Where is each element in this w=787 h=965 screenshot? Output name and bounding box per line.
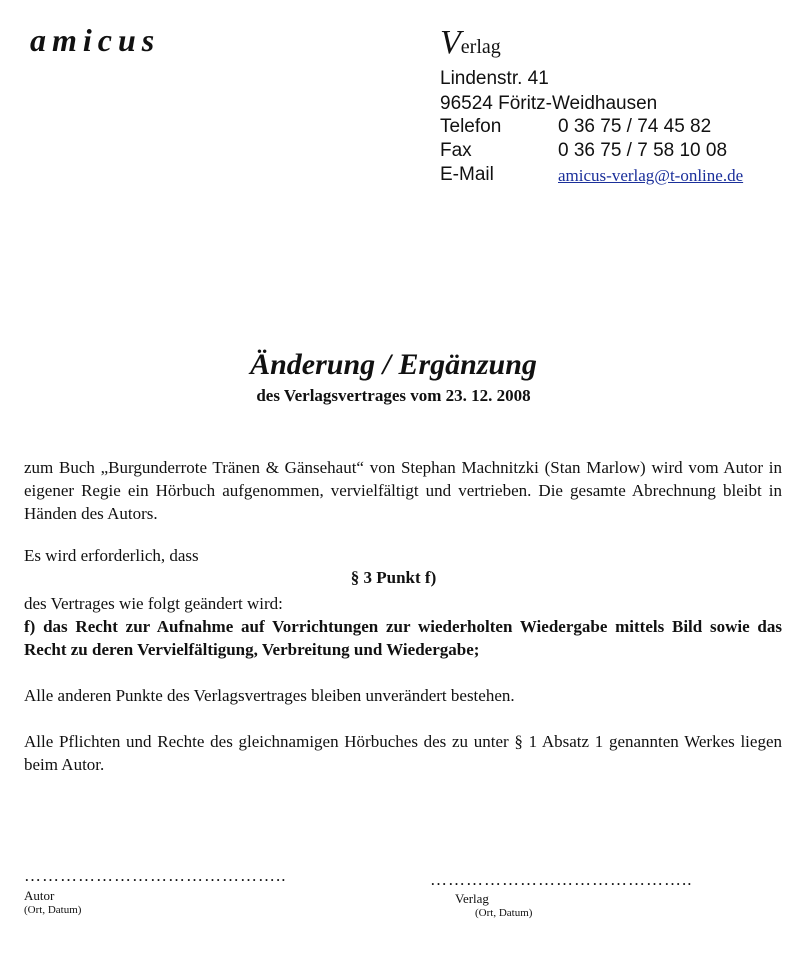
contact-email-label: E-Mail: [440, 164, 494, 185]
signature-label-author: Autor: [24, 888, 55, 903]
verlag-rest: erlag: [460, 36, 501, 58]
signature-label-publisher: Verlag: [455, 891, 489, 906]
email-link[interactable]: amicus-verlag@t-online.de: [558, 166, 744, 185]
paragraph-intro: zum Buch „Burgunderrote Tränen & Gänsehaut“ von Stephan Machnitzki (Stan Marlow) wird vom Autor in eigener Regie ein Hörbuch aufgenommen, vervielfältigt und vertrieben. Die gesamte Abrechnung bleibt in Händen des Autors.: [24, 458, 782, 523]
contact-email: [440, 164, 780, 186]
clause-f: f) das Recht zur Aufnahme auf Vorrichtungen zur wiederholten Wiedergabe mittels Bild sowie das Recht zu deren Vervielfältigung, Verbreitung und Wiedergabe;: [24, 617, 782, 659]
contact-fax-value: 0 36 75 / 7 58 10 08: [558, 140, 728, 161]
contact-phone-label: Telefon: [440, 116, 502, 137]
section-reference: § 3 Punkt f): [350, 568, 437, 587]
address-city: 96524 Föritz-Weidhausen: [440, 93, 658, 114]
signature-sub-publisher: (Ort, Datum): [475, 907, 533, 919]
signature-line-author: ……………………………………..: [24, 866, 287, 885]
contact-phone: [440, 116, 780, 138]
document-subtitle: des Verlagsvertrages vom 23. 12. 2008: [256, 386, 531, 405]
contact-phone-value: 0 36 75 / 74 45 82: [558, 116, 712, 137]
verlag-logo: [440, 24, 501, 62]
paragraph-contract-change: des Vertrages wie folgt geändert wird:: [24, 594, 283, 613]
verlag-initial: V: [440, 24, 461, 61]
contact-fax-label: Fax: [440, 140, 472, 161]
signature-line-publisher: ……………………………………..: [430, 870, 693, 889]
address-street: Lindenstr. 41: [440, 68, 549, 89]
brand-logo: amicus: [30, 22, 161, 58]
signature-sub-author: (Ort, Datum): [24, 904, 82, 916]
paragraph-other-points: Alle anderen Punkte des Verlagsvertrages bleiben unverändert bestehen.: [24, 686, 515, 705]
paragraph-rights: Alle Pflichten und Rechte des gleichnamigen Hörbuches des zu unter § 1 Absatz 1 genannten Werkes liegen beim Autor.: [24, 732, 782, 774]
paragraph-requirement: Es wird erforderlich, dass: [24, 546, 199, 565]
contact-fax: [440, 140, 780, 162]
document-title: Änderung / Ergänzung: [250, 348, 537, 381]
